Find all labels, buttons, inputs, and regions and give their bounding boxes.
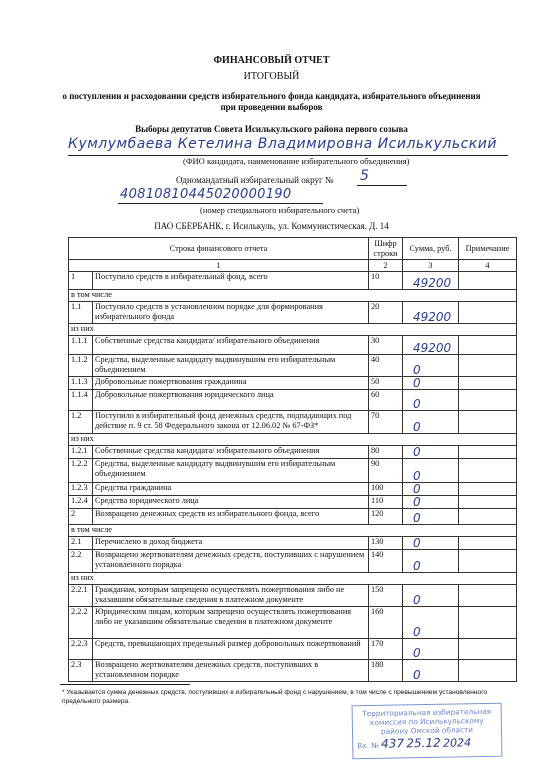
header-sum: Сумма, руб. (403, 238, 459, 260)
row-number: 1.1.3 (69, 377, 93, 390)
row-text: Добровольные пожертвования гражданина (93, 377, 369, 390)
row-sum: 0 (403, 446, 459, 459)
row-sum: 0 (403, 411, 459, 434)
table-row (69, 459, 517, 483)
row-text: Средства, выделенные кандидату выдвинувшим его избирательным объединением (93, 355, 369, 377)
row-note (459, 483, 517, 496)
row-number: 2.2.2 (69, 607, 93, 639)
row-number: 2.1 (69, 537, 93, 550)
row-number: 1.2.2 (69, 459, 93, 483)
section-label: из них (69, 434, 517, 446)
row-code: 60 (369, 390, 403, 411)
candidate-handwritten: Кумлумбаева Кетелина Владимировна Исилькульский (68, 136, 497, 152)
table-row (69, 377, 517, 390)
stamp-reg-number: 437 (380, 736, 405, 751)
row-text: Гражданам, которым запрещено осуществлять пожертвования либо не указавшим обязательные сведения в платежном документе (93, 585, 369, 607)
row-note (459, 537, 517, 550)
row-note (459, 272, 517, 290)
row-code: 40 (369, 355, 403, 377)
row-sum: 49200 (403, 302, 459, 324)
table-row (69, 550, 517, 573)
row-code: 70 (369, 411, 403, 434)
row-code: 100 (369, 483, 403, 496)
row-sum: 0 (403, 459, 459, 483)
row-sum: 0 (403, 537, 459, 550)
registration-stamp (352, 703, 503, 760)
row-code: 150 (369, 585, 403, 607)
table-row (69, 411, 517, 434)
table-row (69, 660, 517, 682)
row-note (459, 411, 517, 434)
row-note (459, 302, 517, 324)
row-code: 160 (369, 607, 403, 639)
row-sum: 0 (403, 390, 459, 411)
table-row (69, 302, 517, 324)
row-sum: 0 (403, 377, 459, 390)
stamp-line-2: комиссия по Исилькульскому (369, 716, 484, 727)
row-number: 1.1.2 (69, 355, 93, 377)
header-line: Строка финансового отчета (69, 238, 369, 260)
row-code: 30 (369, 336, 403, 355)
row-number: 1.2 (69, 411, 93, 434)
colnum-1: 1 (69, 260, 369, 272)
account-caption: (номер специального избирательного счета) (200, 205, 360, 215)
table-section-row (69, 324, 517, 336)
table-section-row (69, 290, 517, 302)
row-number: 1.1.4 (69, 390, 93, 411)
district-number: 5 (360, 168, 369, 184)
account-underline (118, 203, 323, 204)
row-note (459, 377, 517, 390)
row-number: 1.1.1 (69, 336, 93, 355)
row-text: Средства гражданина (93, 483, 369, 496)
row-sum: 0 (403, 660, 459, 682)
district-label: Одномандатный избирательный округ № (176, 175, 334, 185)
row-note (459, 355, 517, 377)
stamp-line-3: району Омской области (380, 725, 474, 736)
finance-table-body (69, 238, 517, 682)
row-text: Поступило средств в установленном порядке для формирования избирательного фонда (93, 302, 369, 324)
row-number: 2.2.1 (69, 585, 93, 607)
footnote: * Указывается сумма денежных средств, поступивших в избирательный фонд с нарушением, в том числе с превышением установленного предельного размера. (62, 689, 488, 705)
table-row (69, 585, 517, 607)
row-note (459, 660, 517, 682)
row-code: 80 (369, 446, 403, 459)
row-number: 1 (69, 272, 93, 290)
row-text: Возвращено жертвователям денежных средств, поступивших в установленном порядке (93, 660, 369, 682)
row-note (459, 585, 517, 607)
row-note (459, 459, 517, 483)
row-note (459, 509, 517, 525)
colnum-2: 2 (369, 260, 403, 272)
row-number: 2.3 (69, 660, 93, 682)
table-row (69, 446, 517, 459)
row-text: Собственные средства кандидата/ избирательного объединения (93, 446, 369, 459)
table-row (69, 272, 517, 290)
colnum-4: 4 (459, 260, 517, 272)
colnum-3: 3 (403, 260, 459, 272)
row-sum: 0 (403, 483, 459, 496)
row-note (459, 496, 517, 509)
row-note (459, 336, 517, 355)
stamp-reg-year: 2024 (442, 736, 472, 750)
description-line-2: при проведении выборов (220, 102, 323, 112)
stamp-registration (353, 735, 501, 751)
row-text: Средств, превышающих предельный размер добровольных пожертвований (93, 639, 369, 660)
row-code: 50 (369, 377, 403, 390)
row-text: Поступило средств в избирательный фонд, всего (93, 272, 369, 290)
header-code: Шифр строки (369, 238, 403, 260)
row-note (459, 639, 517, 660)
table-row (69, 336, 517, 355)
row-sum: 0 (403, 585, 459, 607)
election-name: Выборы депутатов Совета Исилькульского района первого созыва (135, 124, 408, 134)
section-label: из них (69, 573, 517, 585)
description-line-1: о поступлении и расходовании средств избирательного фонда кандидата, избирательного объединения (62, 91, 481, 101)
row-note (459, 446, 517, 459)
row-note (459, 390, 517, 411)
row-number: 1.2.3 (69, 483, 93, 496)
row-note (459, 550, 517, 573)
table-colnum-row (69, 260, 517, 272)
row-code: 130 (369, 537, 403, 550)
table-section-row (69, 525, 517, 537)
section-label: из них (69, 324, 517, 336)
report-title: ФИНАНСОВЫЙ ОТЧЕТ (213, 55, 330, 66)
section-label: в том числе (69, 525, 517, 537)
row-text: Добровольные пожертвования юридического лица (93, 390, 369, 411)
report-subtitle: ИТОГОВЫЙ (243, 71, 300, 82)
row-number: 1.2.4 (69, 496, 93, 509)
row-text: Юридическим лицам, которым запрещено осуществлять пожертвования либо не указавшим обязательные сведения в платежном документе (93, 607, 369, 639)
footnote-divider (60, 684, 190, 685)
row-number: 2 (69, 509, 93, 525)
row-code: 90 (369, 459, 403, 483)
stamp-reg-date: 25.12 (406, 735, 441, 751)
row-text: Перечислено в доход бюджета (93, 537, 369, 550)
row-code: 20 (369, 302, 403, 324)
row-sum: 0 (403, 496, 459, 509)
account-handwritten: 40810810445020000190 (120, 187, 292, 202)
row-text: Поступило в избирательный фонд денежных средств, подпадающих под действие п. 9 ст. 58 Федерального закона от 12.06.02 № 67-ФЗ* (93, 411, 369, 434)
row-text: Собственные средства кандидата/ избирательного объединения (93, 336, 369, 355)
row-sum: 0 (403, 509, 459, 525)
row-number: 2.2.3 (69, 639, 93, 660)
row-code: 170 (369, 639, 403, 660)
table-row (69, 537, 517, 550)
row-code: 140 (369, 550, 403, 573)
row-note (459, 607, 517, 639)
table-row (69, 509, 517, 525)
row-sum: 0 (403, 639, 459, 660)
row-code: 120 (369, 509, 403, 525)
row-code: 10 (369, 272, 403, 290)
row-number: 2.2 (69, 550, 93, 573)
row-text: Возвращено денежных средств из избирательного фонда, всего (93, 509, 369, 525)
table-row (69, 483, 517, 496)
table-section-row (69, 573, 517, 585)
table-row (69, 639, 517, 660)
stamp-reg-prefix: Вх. № (357, 740, 379, 751)
row-sum: 0 (403, 550, 459, 573)
finance-table (68, 237, 517, 682)
bank-name: ПАО СБЕРБАНК, г. Исилькуль, ул. Коммунистическая. Д. 14 (154, 221, 389, 231)
table-row (69, 355, 517, 377)
table-row (69, 390, 517, 411)
row-number: 1.2.1 (69, 446, 93, 459)
row-code: 110 (369, 496, 403, 509)
candidate-caption: (ФИО кандидата, наименование избирательного объединения) (183, 156, 410, 166)
row-number: 1.1 (69, 302, 93, 324)
row-sum: 0 (403, 355, 459, 377)
row-code: 180 (369, 660, 403, 682)
district-underline (357, 185, 407, 186)
row-text: Возвращено жертвователям денежных средств, поступивших с нарушением установленного порядка (93, 550, 369, 573)
table-header-row (69, 238, 517, 260)
row-sum: 0 (403, 607, 459, 639)
header-note: Примечание (459, 238, 517, 260)
table-section-row (69, 434, 517, 446)
row-sum: 49200 (403, 272, 459, 290)
section-label: в том числе (69, 290, 517, 302)
row-text: Средства, выделенные кандидату выдвинувшим его избирательным объединением (93, 459, 369, 483)
row-text: Средства юридического лица (93, 496, 369, 509)
table-row (69, 496, 517, 509)
row-sum: 49200 (403, 336, 459, 355)
stamp-line-1: Территориальная избирательная (362, 706, 492, 719)
table-row (69, 607, 517, 639)
report-description (0, 91, 543, 113)
